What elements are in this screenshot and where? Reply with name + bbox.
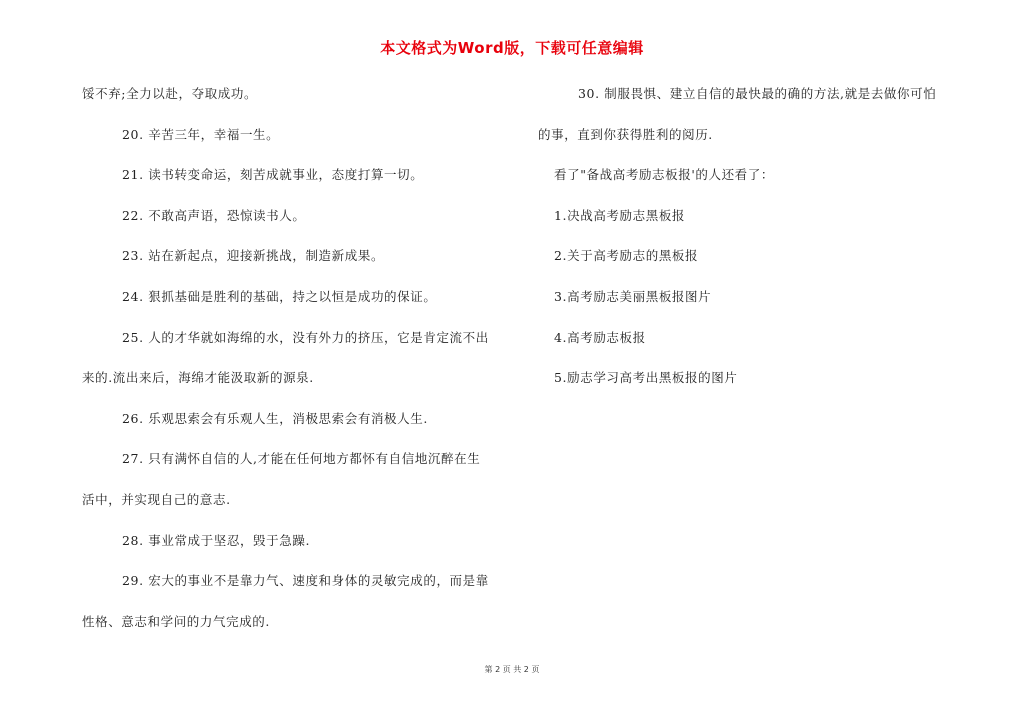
paragraph-line: 28. 事业常成于坚忍，毁于急躁.	[122, 532, 311, 548]
paragraph-line: 21. 读书转变命运，刻苦成就事业，态度打算一切。	[122, 167, 424, 183]
related-heading: 看了"备战高考励志板报'的人还看了：	[554, 167, 774, 183]
paragraph-line: 来的.流出来后，海绵才能汲取新的源泉.	[82, 370, 314, 386]
paragraph-line: 22. 不敢高声语，恐惊读书人。	[122, 207, 306, 223]
paragraph-line: 性格、意志和学问的力气完成的.	[82, 613, 270, 629]
paragraph-line: 30. 制服畏惧、建立自信的最快最的确的方法,就是去做你可怕	[578, 86, 937, 101]
paragraph-line: 20. 辛苦三年，幸福一生。	[122, 126, 280, 142]
paragraph-line: 的事，直到你获得胜利的阅历.	[538, 126, 713, 142]
right-column	[538, 82, 978, 407]
paragraph-line: 29. 宏大的事业不是靠力气、速度和身体的灵敏完成的，而是靠	[122, 573, 489, 589]
left-column	[82, 82, 512, 650]
paragraph-line: 26. 乐观思索会有乐观人生，消极思索会有消极人生.	[122, 410, 428, 426]
related-link[interactable]: 3.高考励志美丽黑板报图片	[554, 288, 712, 304]
word-format-banner: 本文格式为Word版，下载可任意编辑	[380, 39, 644, 57]
related-link[interactable]: 5.励志学习高考出黑板报的图片	[554, 370, 738, 386]
paragraph-line: 24. 狠抓基础是胜利的基础，持之以恒是成功的保证。	[122, 288, 437, 304]
related-link[interactable]: 1.决战高考励志黑板报	[554, 207, 686, 223]
paragraph-line: 23. 站在新起点，迎接新挑战，制造新成果。	[122, 248, 385, 264]
paragraph-line: 27. 只有满怀自信的人,才能在任何地方都怀有自信地沉醉在生	[122, 451, 481, 467]
related-link[interactable]: 4.高考励志板报	[554, 329, 646, 345]
paragraph-line: 馁不弃;全力以赴，夺取成功。	[82, 86, 258, 101]
page-number: 第 2 页 共 2 页	[484, 665, 540, 674]
related-link[interactable]: 2.关于高考励志的黑板报	[554, 248, 699, 264]
paragraph-line: 活中，并实现自己的意志.	[82, 491, 231, 507]
paragraph-line: 25. 人的才华就如海绵的水，没有外力的挤压，它是肯定流不出	[122, 329, 489, 345]
